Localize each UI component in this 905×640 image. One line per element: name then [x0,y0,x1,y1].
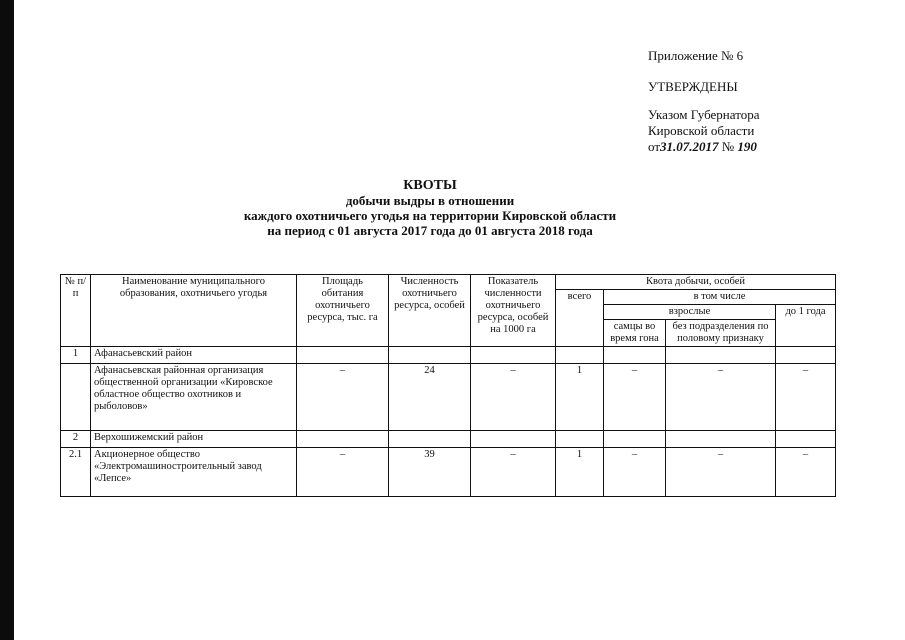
cell-females: – [604,448,666,497]
decree-line1: Указом Губернатора [648,107,760,122]
appendix-number: Приложение № 6 [648,48,744,63]
cell-females [604,431,666,448]
header-density: Показатель численности охотничьего ресурса, особей на 1000 га [471,275,556,347]
cell-total: 1 [556,448,604,497]
cell-density [471,431,556,448]
cell-population: 39 [389,448,471,497]
document-heading [150,178,710,238]
cell-num: 1 [61,347,91,364]
quota-table [60,274,836,497]
cell-population [389,347,471,364]
cell-density [471,347,556,364]
heading-line3: на период с 01 августа 2017 года до 01 августа 2018 года [267,223,593,238]
cell-area [297,431,389,448]
header-quota: Квота добычи, особей [556,275,836,290]
appendix-block [648,48,759,155]
cell-under1 [776,347,836,364]
cell-no-sex [666,347,776,364]
header-total: всего [556,290,604,347]
table-row [61,431,836,448]
cell-num: 2.1 [61,448,91,497]
header-area: Площадь обитания охотничьего ресурса, тыс. га [297,275,389,347]
cell-population: 24 [389,364,471,431]
cell-num: 2 [61,431,91,448]
cell-no-sex: – [666,448,776,497]
header-including: в том числе [604,290,836,305]
cell-females: – [604,364,666,431]
heading-line2: каждого охотничьего угодья на территории Кировской области [243,208,617,223]
header-adults: взрослые [604,305,776,320]
decree-date-line [648,139,759,155]
approved-label: УТВЕРЖДЕНЫ [648,79,738,94]
header-no-sex: без подразделения по половому признаку [666,320,776,347]
table-row [61,347,836,364]
header-population: Численность охотничьего ресурса, особей [389,275,471,347]
cell-total [556,431,604,448]
header-under1: до 1 года [776,305,836,347]
cell-no-sex: – [666,364,776,431]
cell-name: Акционерное общество «Электромашиностроительный завод «Лепсе» [91,448,297,497]
table-row [61,364,836,431]
cell-name: Афанасьевская районная организация общественной организации «Кировское областное общество охотников и рыболовов» [91,364,297,431]
cell-area: – [297,364,389,431]
cell-name: Афанасьевский район [91,347,297,364]
cell-num [61,364,91,431]
cell-total: 1 [556,364,604,431]
table-row [61,448,836,497]
cell-density: – [471,364,556,431]
cell-density: – [471,448,556,497]
cell-area: – [297,448,389,497]
decree-date: 31.07.2017 [660,139,719,154]
cell-population [389,431,471,448]
cell-no-sex [666,431,776,448]
cell-total [556,347,604,364]
cell-under1: – [776,448,836,497]
cell-females [604,347,666,364]
decree-number: 190 [737,139,757,154]
header-num: № п/п [61,275,91,347]
cell-under1 [776,431,836,448]
cell-name: Верхошижемский район [91,431,297,448]
cell-under1: – [776,364,836,431]
header-name: Наименование муниципального образования, охотничьего угодья [91,275,297,347]
header-females: самцы во время гона [604,320,666,347]
number-prefix: № [721,139,735,154]
cell-area [297,347,389,364]
decree-line2: Кировской области [648,123,755,138]
heading-title: КВОТЫ [403,178,457,193]
date-prefix: от [648,139,661,154]
heading-line1: добычи выдры в отношении [345,193,515,208]
scan-edge [0,0,14,640]
